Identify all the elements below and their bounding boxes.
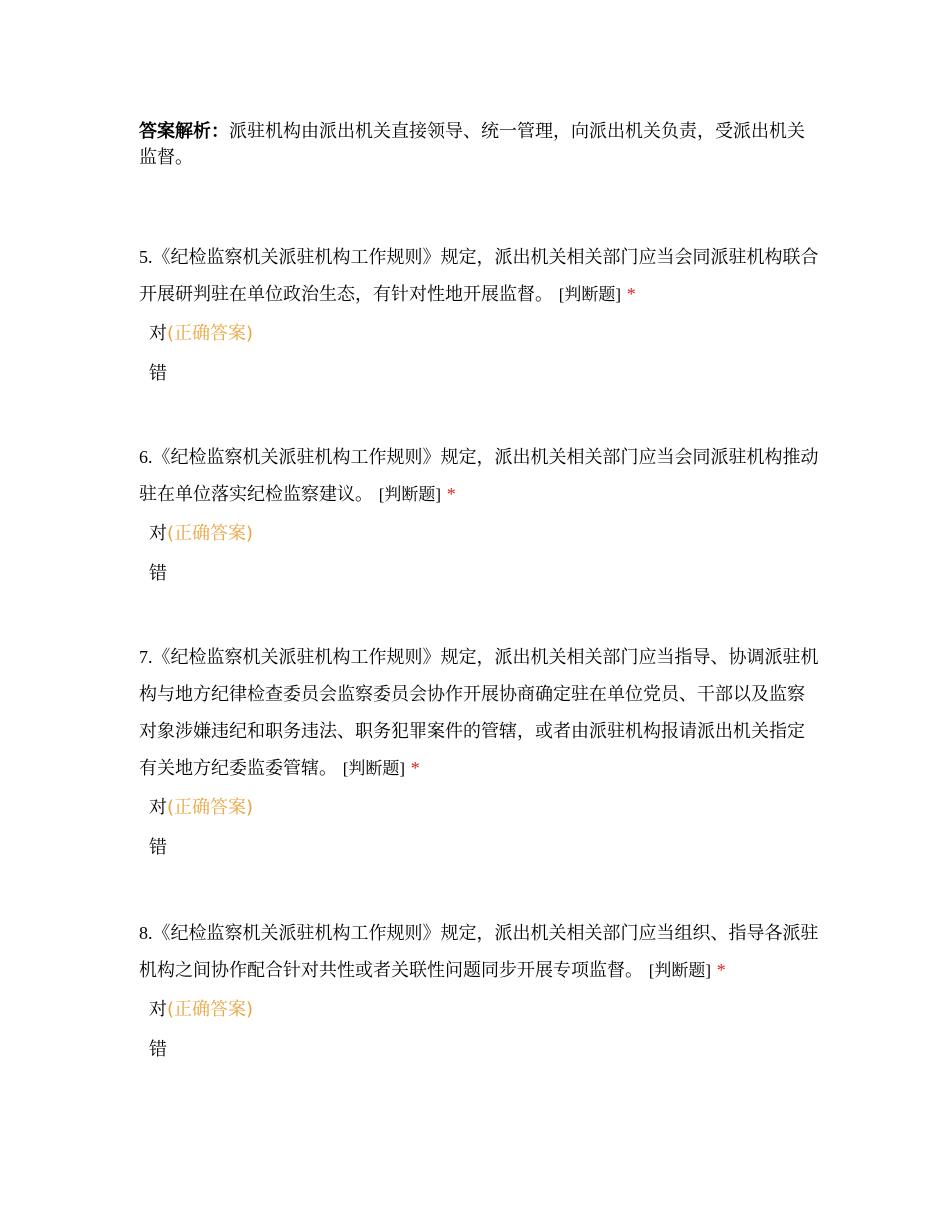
- question-body: 《纪检监察机关派驻机构工作规则》规定，派出机关相关部门应当指导、协调派驻机构与地方纪律检查委员会监察委员会协作开展协商确定驻在单位党员、干部以及监察对象涉嫌违纪和职务违法、职务犯罪案件的管辖，或者由派驻机构报请派出机关指定有关地方纪委监委管辖。: [139, 647, 819, 779]
- option-label: 对: [149, 323, 167, 344]
- question-type: [判断题]: [558, 285, 622, 304]
- question-text: [139, 915, 819, 989]
- question-body: 《纪检监察机关派驻机构工作规则》规定，派出机关相关部门应当会同派驻机构联合开展研判驻在单位政治生态，有针对性地开展监督。: [139, 247, 819, 305]
- question-7: [139, 639, 819, 860]
- required-mark: *: [446, 484, 456, 504]
- option-true[interactable]: [149, 322, 819, 346]
- question-6: [139, 439, 819, 586]
- option-false[interactable]: [149, 1038, 819, 1062]
- option-label: 对: [149, 797, 167, 818]
- correct-answer-tag: (正确答案): [167, 797, 254, 818]
- option-label: 错: [149, 563, 167, 584]
- required-mark: *: [410, 758, 420, 778]
- option-label: 错: [149, 363, 167, 384]
- question-number: 6.: [139, 447, 153, 467]
- question-body: 《纪检监察机关派驻机构工作规则》规定，派出机关相关部门应当组织、指导各派驻机构之间协作配合针对共性或者关联性问题同步开展专项监督。: [139, 923, 819, 981]
- option-true[interactable]: [149, 998, 819, 1022]
- answer-analysis: [139, 119, 819, 171]
- question-type: [判断题]: [342, 759, 406, 778]
- correct-answer-tag: (正确答案): [167, 523, 254, 544]
- analysis-label: 答案解析：: [139, 121, 229, 142]
- correct-answer-tag: (正确答案): [167, 323, 254, 344]
- option-true[interactable]: [149, 796, 819, 820]
- option-label: 对: [149, 523, 167, 544]
- question-type: [判断题]: [648, 961, 712, 980]
- option-label: 错: [149, 837, 167, 858]
- question-text: [139, 639, 819, 787]
- required-mark: *: [716, 960, 726, 980]
- question-5: [139, 239, 819, 386]
- question-number: 7.: [139, 647, 153, 667]
- option-label: 对: [149, 999, 167, 1020]
- question-body: 《纪检监察机关派驻机构工作规则》规定，派出机关相关部门应当会同派驻机构推动驻在单位落实纪检监察建议。: [139, 447, 819, 505]
- option-false[interactable]: [149, 362, 819, 386]
- option-label: 错: [149, 1039, 167, 1060]
- correct-answer-tag: (正确答案): [167, 999, 254, 1020]
- question-text: [139, 439, 819, 513]
- option-false[interactable]: [149, 836, 819, 860]
- option-false[interactable]: [149, 562, 819, 586]
- option-true[interactable]: [149, 522, 819, 546]
- question-8: [139, 915, 819, 1062]
- question-number: 5.: [139, 247, 153, 267]
- question-text: [139, 239, 819, 313]
- question-type: [判断题]: [378, 485, 442, 504]
- required-mark: *: [626, 284, 636, 304]
- analysis-text: 派驻机构由派出机关直接领导、统一管理，向派出机关负责，受派出机关监督。: [139, 121, 805, 168]
- question-number: 8.: [139, 923, 153, 943]
